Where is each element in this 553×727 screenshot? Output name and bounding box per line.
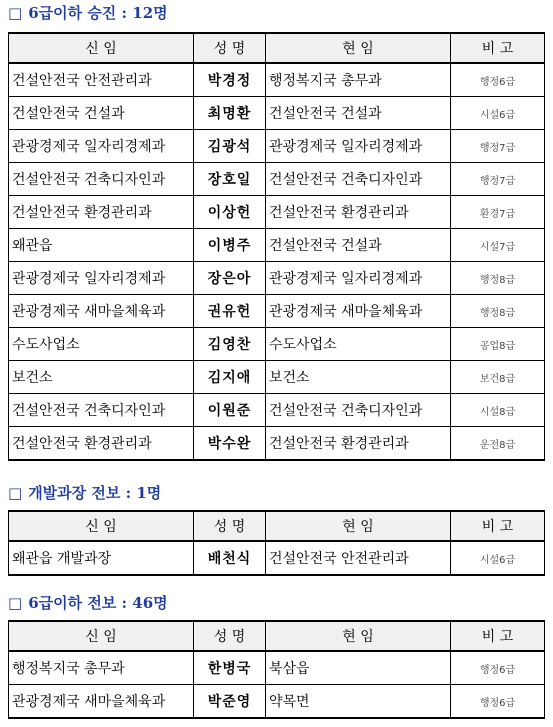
cell-note: 공업8급: [451, 328, 545, 361]
cell-current-post: 건설안전국 건축디자인과: [266, 394, 451, 427]
cell-new-post: 건설안전국 건축디자인과: [9, 394, 194, 427]
cell-name: 장호일: [194, 163, 266, 196]
dev-transfer-table: [8, 510, 545, 576]
table-row: [9, 651, 545, 685]
section-title: [0, 2, 553, 24]
table-row: [9, 427, 545, 461]
cell-new-post: 관광경제국 일자리경제과: [9, 262, 194, 295]
cell-current-post: 건설안전국 건축디자인과: [266, 163, 451, 196]
header-new-post: 신 임: [9, 33, 194, 63]
cell-current-post: 행정복지국 총무과: [266, 63, 451, 97]
header-new-post: 신 임: [9, 621, 194, 651]
header-name: 성 명: [194, 511, 266, 541]
cell-name: 한병국: [194, 651, 266, 685]
cell-new-post: 왜관읍: [9, 229, 194, 262]
table-row: [9, 63, 545, 97]
cell-note: 시설8급: [451, 394, 545, 427]
table-row: [9, 130, 545, 163]
cell-note: 시설7급: [451, 229, 545, 262]
cell-name: 이원준: [194, 394, 266, 427]
cell-name: 박준영: [194, 685, 266, 719]
cell-name: 박수완: [194, 427, 266, 461]
cell-note: 행정7급: [451, 163, 545, 196]
cell-name: 장은아: [194, 262, 266, 295]
cell-note: 행정6급: [451, 63, 545, 97]
cell-new-post: 왜관읍 개발과장: [9, 541, 194, 575]
table-row: [9, 295, 545, 328]
cell-note: 행정7급: [451, 130, 545, 163]
header-note: 비 고: [451, 511, 545, 541]
cell-new-post: 관광경제국 새마을체육과: [9, 295, 194, 328]
cell-current-post: 보건소: [266, 361, 451, 394]
header-new-post: 신 임: [9, 511, 194, 541]
cell-name: 김지애: [194, 361, 266, 394]
cell-current-post: 관광경제국 일자리경제과: [266, 130, 451, 163]
cell-name: 배천식: [194, 541, 266, 575]
cell-name: 김광석: [194, 130, 266, 163]
checkbox-square-icon: □: [8, 4, 23, 22]
section-title-text: 6급이하 전보 : 46명: [28, 594, 168, 612]
cell-current-post: 건설안전국 안전관리과: [266, 541, 451, 575]
promotion-table: [8, 32, 545, 461]
cell-new-post: 건설안전국 건설과: [9, 97, 194, 130]
cell-note: 운전8급: [451, 427, 545, 461]
cell-new-post: 건설안전국 환경관리과: [9, 427, 194, 461]
table-row: [9, 328, 545, 361]
cell-current-post: 건설안전국 건설과: [266, 229, 451, 262]
cell-new-post: 관광경제국 새마을체육과: [9, 685, 194, 719]
section-title: [0, 482, 553, 504]
cell-current-post: 북삼읍: [266, 651, 451, 685]
table-row: [9, 685, 545, 719]
cell-note: 행정8급: [451, 262, 545, 295]
table-header-row: [9, 33, 545, 63]
cell-new-post: 건설안전국 건축디자인과: [9, 163, 194, 196]
cell-name: 이병주: [194, 229, 266, 262]
section-promotion: [0, 2, 553, 24]
table-row: [9, 361, 545, 394]
cell-current-post: 수도사업소: [266, 328, 451, 361]
table-row: [9, 394, 545, 427]
section-transfer: [0, 592, 553, 614]
cell-new-post: 관광경제국 일자리경제과: [9, 130, 194, 163]
cell-current-post: 건설안전국 건설과: [266, 97, 451, 130]
table-row: [9, 262, 545, 295]
cell-new-post: 행정복지국 총무과: [9, 651, 194, 685]
header-current-post: 현 임: [266, 621, 451, 651]
header-note: 비 고: [451, 621, 545, 651]
cell-current-post: 건설안전국 환경관리과: [266, 427, 451, 461]
header-name: 성 명: [194, 621, 266, 651]
cell-name: 박경정: [194, 63, 266, 97]
section-title: [0, 592, 553, 614]
cell-note: 보건8급: [451, 361, 545, 394]
table-row: [9, 163, 545, 196]
cell-note: 시설6급: [451, 541, 545, 575]
cell-name: 이상헌: [194, 196, 266, 229]
header-current-post: 현 임: [266, 33, 451, 63]
checkbox-square-icon: □: [8, 594, 23, 612]
table-row: [9, 97, 545, 130]
cell-current-post: 관광경제국 새마을체육과: [266, 295, 451, 328]
table-row: [9, 541, 545, 575]
header-current-post: 현 임: [266, 511, 451, 541]
cell-new-post: 수도사업소: [9, 328, 194, 361]
cell-new-post: 건설안전국 안전관리과: [9, 63, 194, 97]
section-title-text: 개발과장 전보 : 1명: [28, 484, 162, 502]
cell-new-post: 보건소: [9, 361, 194, 394]
transfer-table: [8, 620, 545, 719]
cell-current-post: 약목면: [266, 685, 451, 719]
cell-name: 최명환: [194, 97, 266, 130]
cell-current-post: 관광경제국 일자리경제과: [266, 262, 451, 295]
cell-note: 행정6급: [451, 651, 545, 685]
header-note: 비 고: [451, 33, 545, 63]
table-header-row: [9, 621, 545, 651]
section-dev-transfer: [0, 482, 553, 504]
cell-note: 시설6급: [451, 97, 545, 130]
table-row: [9, 229, 545, 262]
checkbox-square-icon: □: [8, 484, 23, 502]
table-header-row: [9, 511, 545, 541]
cell-current-post: 건설안전국 환경관리과: [266, 196, 451, 229]
cell-note: 행정6급: [451, 685, 545, 719]
cell-name: 김영찬: [194, 328, 266, 361]
cell-name: 권유헌: [194, 295, 266, 328]
section-title-text: 6급이하 승진 : 12명: [28, 4, 168, 22]
table-row: [9, 196, 545, 229]
cell-note: 환경7급: [451, 196, 545, 229]
cell-new-post: 건설안전국 환경관리과: [9, 196, 194, 229]
header-name: 성 명: [194, 33, 266, 63]
cell-note: 행정8급: [451, 295, 545, 328]
